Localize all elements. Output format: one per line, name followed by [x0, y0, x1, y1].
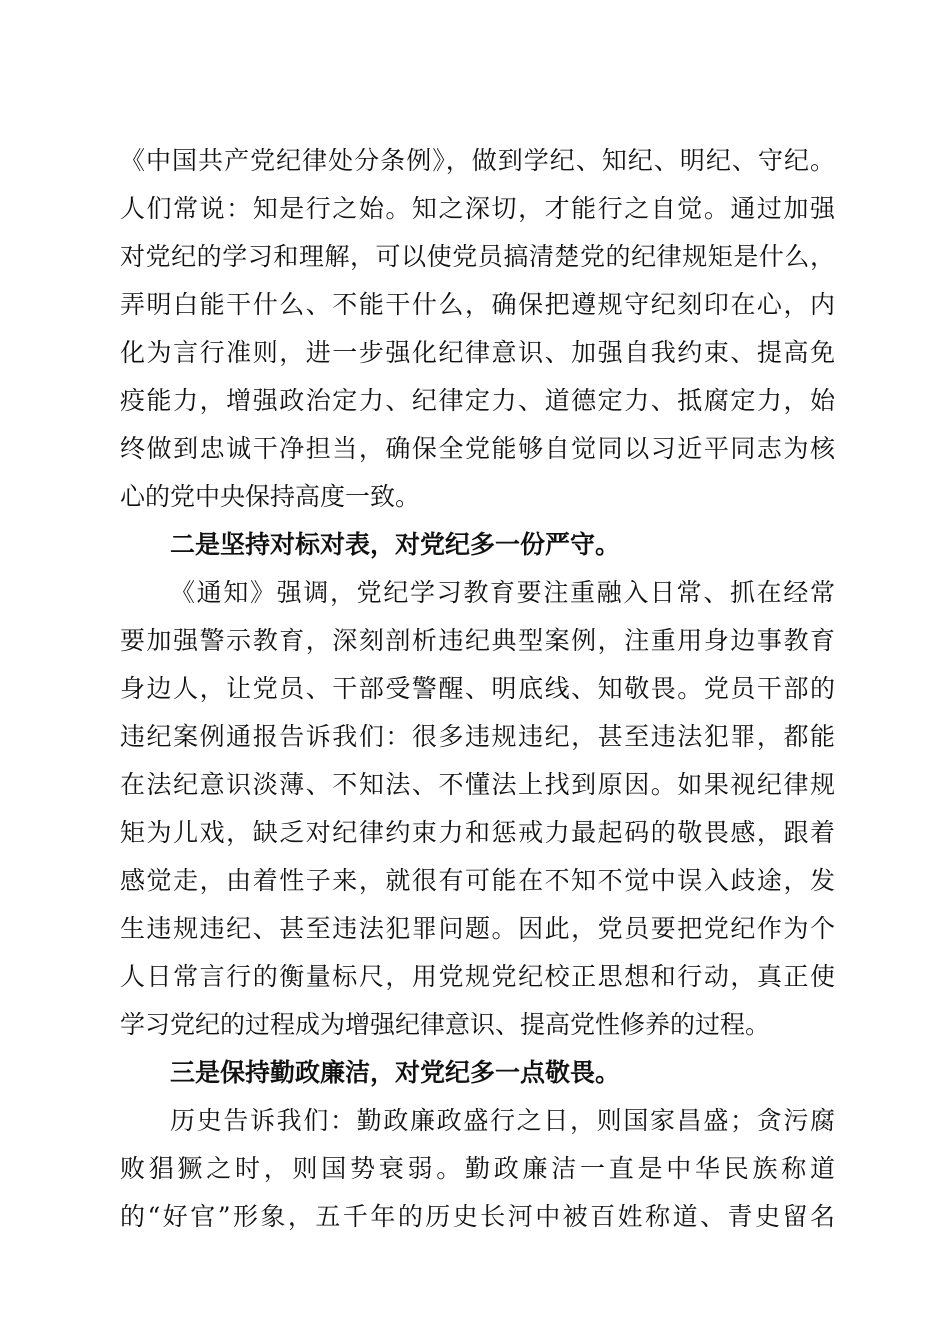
text-line: 人日常言行的衡量标尺，用党规党纪校正思想和行动，真正使: [120, 962, 835, 991]
text-line: 历史告诉我们：勤政廉政盛行之日，则国家昌盛；贪污腐: [170, 1106, 835, 1135]
text-line: 要加强警示教育，深刻剖析违纪典型案例，注重用身边事教育: [120, 626, 835, 655]
text-line: 心的党中央保持高度一致。: [120, 482, 421, 511]
section-heading: 二是坚持对标对表，对党纪多一份严守。: [170, 530, 621, 559]
text-line: 对党纪的学习和理解，可以使党员搞清楚党的纪律规矩是什么，: [120, 242, 835, 271]
text-line: 化为言行准则，进一步强化纪律意识、加强自我约束、提高免: [120, 338, 835, 367]
text-line: 的“好官”形象，五千年的历史长河中被百姓称道、青史留名: [120, 1202, 835, 1231]
text-line: 《通知》强调，党纪学习教育要注重融入日常、抓在经常: [170, 578, 835, 607]
text-line: 生违规违纪、甚至违法犯罪问题。因此，党员要把党纪作为个: [120, 914, 835, 943]
text-line: 身边人，让党员、干部受警醒、明底线、知敬畏。党员干部的: [120, 674, 835, 703]
text-line: 《中国共产党纪律处分条例》，做到学纪、知纪、明纪、守纪。: [120, 146, 835, 175]
text-line: 终做到忠诚干净担当，确保全党能够自觉同以习近平同志为核: [120, 434, 835, 463]
text-line: 矩为儿戏，缺乏对纪律约束力和惩戒力最起码的敬畏感，跟着: [120, 818, 835, 847]
section-heading: 三是保持勤政廉洁，对党纪多一点敬畏。: [170, 1058, 621, 1087]
text-line: 弄明白能干什么、不能干什么，确保把遵规守纪刻印在心，内: [120, 290, 835, 319]
text-line: 人们常说：知是行之始。知之深切，才能行之自觉。通过加强: [120, 194, 835, 223]
text-line: 违纪案例通报告诉我们：很多违规违纪，甚至违法犯罪，都能: [120, 722, 835, 751]
text-line: 感觉走，由着性子来，就很有可能在不知不觉中误入歧途，发: [120, 866, 835, 895]
text-line: 在法纪意识淡薄、不知法、不懂法上找到原因。如果视纪律规: [120, 770, 835, 799]
text-line: 败猖獗之时，则国势衰弱。勤政廉洁一直是中华民族称道: [120, 1154, 835, 1183]
text-line: 疫能力，增强政治定力、纪律定力、道德定力、抵腐定力，始: [120, 386, 835, 415]
text-line: 学习党纪的过程成为增强纪律意识、提高党性修养的过程。: [120, 1010, 771, 1039]
